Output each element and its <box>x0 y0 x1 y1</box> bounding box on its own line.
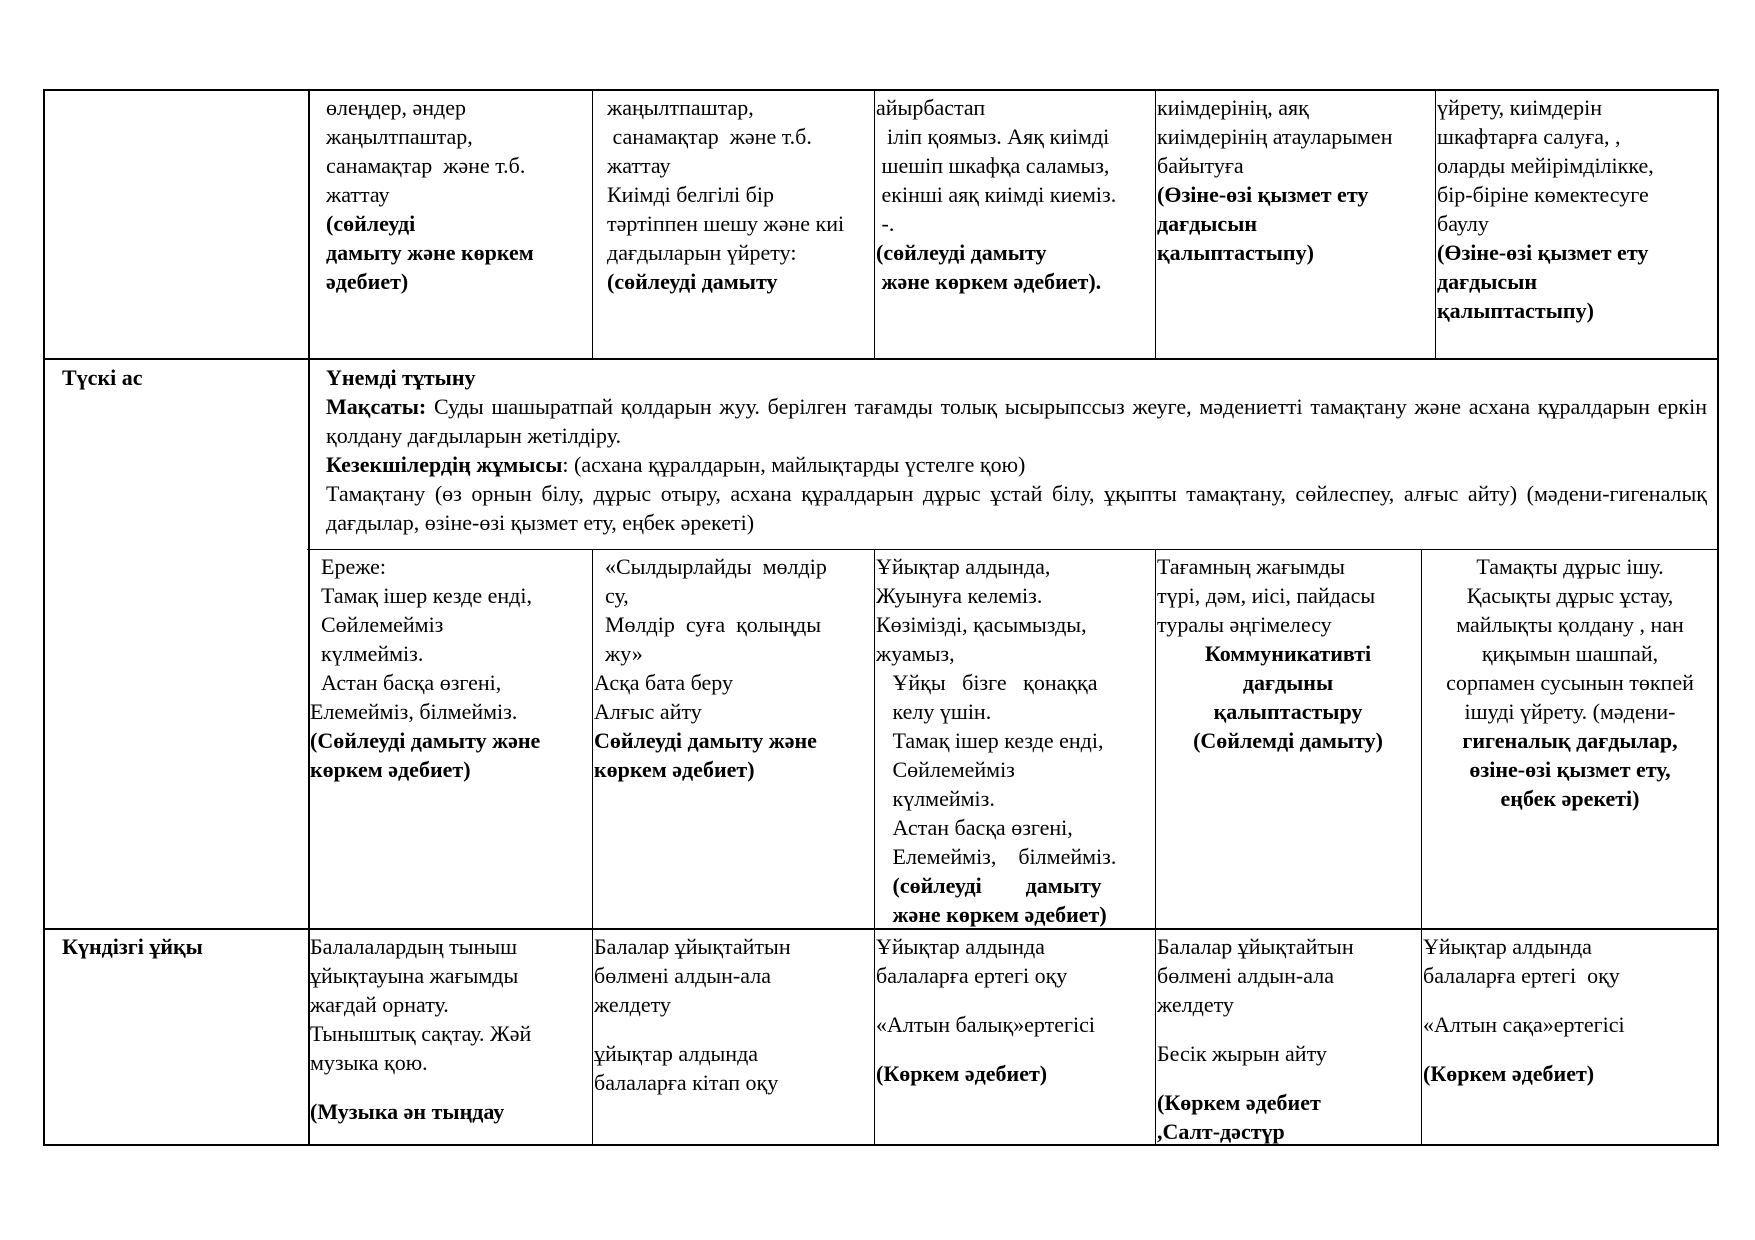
cell-line: жу» <box>594 641 643 666</box>
cell-line: бір-біріне көмектесуге <box>1437 182 1649 207</box>
sleep-label-cell <box>62 932 302 961</box>
lunch-col1-cell <box>310 552 590 784</box>
cell-line: дағдысын <box>1157 211 1258 236</box>
paragraph-gap <box>594 1019 872 1039</box>
cell-line: өлеңдер, әндер <box>326 95 466 120</box>
lunch-span-cell <box>326 363 1707 537</box>
paragraph-gap <box>310 1077 590 1097</box>
cell-line: Астан басқа өзгені, <box>876 815 1073 840</box>
cell-line: Мөлдір суға қолыңды <box>594 612 822 637</box>
cell-line: Астан басқа өзгені, <box>310 670 502 695</box>
cell-line: Киімді белгілі бір <box>607 182 774 207</box>
cell-line: еңбек әрекеті) <box>1500 786 1640 811</box>
cell-line: түрі, дәм, иісі, пайдасы <box>1157 583 1376 608</box>
row1-col2-cell <box>607 93 873 296</box>
cell-line: жағдай орнату. <box>310 992 449 1017</box>
cell-line: келу үшін. <box>876 699 992 724</box>
cell-line: екінші аяқ киімді киеміз. <box>876 182 1117 207</box>
cell-line: Елемейміз, білмейміз. <box>310 699 518 724</box>
cell-line: су, <box>594 583 629 608</box>
cell-line: Ереже: <box>310 554 386 579</box>
cell-line: (сөйлеуді <box>326 211 416 236</box>
column-divider <box>1435 89 1436 359</box>
cell-line: Ұйықтар алдында <box>1423 934 1592 959</box>
row-divider <box>43 358 1719 360</box>
cell-line: Ұйқы бізге қонаққа <box>876 670 1098 695</box>
cell-line: Сөйлеуді дамыту және <box>594 728 817 753</box>
cell-line: Балалар ұйықтайтын <box>594 934 791 959</box>
cell-line: балаларға ертегі оқу <box>876 963 1068 988</box>
goal-label: Мақсаты: <box>326 394 427 419</box>
paragraph-gap <box>1157 1019 1419 1039</box>
cell-line: Тыныштық сақтау. Жәй <box>310 1021 532 1046</box>
cell-line: дамыту және көркем <box>326 240 534 265</box>
column-divider <box>592 549 593 1146</box>
cell-line: Сөйлемейміз <box>310 612 444 637</box>
column-divider <box>592 89 593 359</box>
cell-line: желдету <box>594 992 671 1017</box>
sleep-col3-cell <box>876 932 1154 1088</box>
cell-line: тәртіппен шешу және киі <box>607 211 845 236</box>
cell-line: шкафтарға салуға, , <box>1437 124 1621 149</box>
cell-line: және көркем әдебиет). <box>876 269 1102 294</box>
cell-line: Көзімізді, қасымызды, <box>876 612 1087 637</box>
cell-line: балаларға кітап оқу <box>594 1070 779 1095</box>
cell-line: қалыптастыру <box>1213 699 1363 724</box>
column-divider <box>1421 549 1422 1146</box>
cell-line: айырбастап <box>876 95 986 120</box>
cell-line: Алғыс айту <box>594 699 702 724</box>
cell-line: оларды мейірімділікке, <box>1437 153 1654 178</box>
cell-line: жаттау <box>607 153 671 178</box>
column-divider <box>874 89 875 359</box>
column-divider <box>1155 549 1156 1146</box>
paragraph-gap <box>876 990 1154 1010</box>
cell-line: Елемейміз, білмейміз. <box>876 844 1117 869</box>
cell-line: (Көркем әдебиет <box>1157 1090 1321 1115</box>
cell-line: және көркем әдебиет) <box>876 902 1107 927</box>
cell-line: (Сөйлемді дамыту) <box>1193 728 1383 753</box>
cell-line: Балалалардың тыныш <box>310 934 518 959</box>
cell-line: «Сылдырлайды мөлдір <box>594 554 827 579</box>
cell-line: Сөйлемейміз <box>876 757 1015 782</box>
sleep-col2-cell <box>594 932 872 1097</box>
goal-text: Суды шашыратпай қолдарын жуу. берілген тағамды толық ысырыпссыз жеуге, мәдениетті тамақтану және асхана құралдарын еркін қолдану дағдыларын жетілдіру. <box>326 394 1707 448</box>
cell-line: Ұйықтар алдында, <box>876 554 1051 579</box>
cell-line: Коммуникативті <box>1204 641 1372 666</box>
cell-line: Жуынуға келеміз. <box>876 583 1043 608</box>
cell-line: (Өзіне-өзі қызмет ету <box>1157 182 1369 207</box>
cell-line: жуамыз, <box>876 641 955 666</box>
lunch-col4-cell <box>1157 552 1419 755</box>
row-label: Күндізгі ұйқы <box>62 934 203 959</box>
cell-line: (Сөйлеуді дамыту және <box>310 728 541 753</box>
cell-line: (Өзіне-өзі қызмет ету <box>1437 240 1649 265</box>
cell-line: туралы әңгімелесу <box>1157 612 1332 637</box>
paragraph-gap <box>876 1039 1154 1059</box>
cell-line: көркем әдебиет) <box>310 757 471 782</box>
cell-line: Тамақ ішер кезде енді, <box>876 728 1104 753</box>
cell-line: жаттау <box>326 182 396 207</box>
cell-line: ішуді үйрету. (мәдени- <box>1464 699 1676 724</box>
cell-line: киімдерінің атауларымен <box>1157 124 1393 149</box>
lunch-eating: Тамақтану (өз орнын білу, дұрыс отыру, асхана құралдарын дұрыс ұстай білу, ұқыпты тамақтану, сөйлеспеу, алғыс айту) (мәдени-гигеналық дағдылар, өзіне-өзі қызмет ету, еңбек әрекеті) <box>326 481 1707 535</box>
cell-line: (сөйлеуді дамыту <box>876 873 1102 898</box>
lunch-col3-cell <box>876 552 1154 929</box>
cell-line: іліп қоямыз. Аяқ киімді <box>876 124 1110 149</box>
cell-line: майлықты қолдану , нан <box>1456 612 1684 637</box>
duty-label: Кезекшілердің жұмысы <box>326 452 563 477</box>
cell-line: байытуға <box>1157 153 1244 178</box>
row-divider <box>307 549 1719 550</box>
cell-line: бөлмені алдын-ала <box>594 963 771 988</box>
column-divider <box>874 549 875 1146</box>
cell-line: қалыптастыпу) <box>1437 298 1594 323</box>
cell-line: ұйықтар алдында <box>594 1041 759 1066</box>
paragraph-gap <box>1157 1068 1419 1088</box>
cell-line: қиқымын шашпай, <box>1481 641 1659 666</box>
cell-line: балаларға ертегі оқу <box>1423 963 1620 988</box>
cell-line: жаңылтпаштар, <box>607 95 754 120</box>
lunch-label-cell <box>62 363 302 392</box>
cell-line: дағдысын <box>1437 269 1538 294</box>
sleep-col4-cell <box>1157 932 1419 1146</box>
lunch-col5-cell <box>1423 552 1717 813</box>
lunch-span-title: Үнемді тұтыну <box>326 365 476 390</box>
duty-text: : (асхана құралдарын, майлықтарды үстелге қою) <box>562 452 1026 477</box>
cell-line: баулу <box>1437 211 1489 236</box>
cell-line: Балалар ұйықтайтын <box>1157 934 1354 959</box>
cell-line: күлмейміз. <box>310 641 424 666</box>
row1-col1-cell <box>326 93 590 296</box>
cell-line: қалыптастыпу) <box>1157 240 1314 265</box>
cell-line: Ұйықтар алдында <box>876 934 1045 959</box>
row1-col5-cell <box>1437 93 1717 325</box>
cell-line: Қасықты дұрыс ұстау, <box>1466 583 1674 608</box>
cell-line: «Алтын сақа»ертегісі <box>1423 1012 1625 1037</box>
cell-line: шешіп шкафқа саламыз, <box>876 153 1110 178</box>
cell-line: жаңылтпаштар, <box>326 124 473 149</box>
cell-line: Тағамның жағымды <box>1157 554 1345 579</box>
cell-line: (Музыка ән тыңдау <box>310 1099 505 1124</box>
cell-line: «Алтын балық»ертегісі <box>876 1012 1096 1037</box>
cell-line: (Көркем әдебиет) <box>876 1061 1048 1086</box>
cell-line: әдебиет) <box>326 269 409 294</box>
paragraph-gap <box>1423 1039 1717 1059</box>
lunch-duty <box>326 450 1707 479</box>
column-divider <box>1155 89 1156 359</box>
cell-line: (Көркем әдебиет) <box>1423 1061 1595 1086</box>
cell-line: ұйықтауына жағымды <box>310 963 519 988</box>
cell-line: санамақтар және т.б. <box>326 153 526 178</box>
row-label: Түскі ас <box>62 365 143 390</box>
cell-line: сорпамен сусынын төкпей <box>1446 670 1694 695</box>
sleep-col1-cell <box>310 932 590 1126</box>
sleep-col5-cell <box>1423 932 1717 1088</box>
cell-line: Тамақ ішер кезде енді, <box>310 583 532 608</box>
cell-line: күлмейміз. <box>876 786 995 811</box>
cell-line: дағдыны <box>1242 670 1334 695</box>
cell-line: Бесік жырын айту <box>1157 1041 1327 1066</box>
cell-line: көркем әдебиет) <box>594 757 755 782</box>
cell-line: үйрету, киімдерін <box>1437 95 1602 120</box>
cell-line: желдету <box>1157 992 1234 1017</box>
cell-line: Тамақты дұрыс ішу. <box>1476 554 1664 579</box>
cell-line: Асқа бата беру <box>594 670 733 695</box>
cell-line: гигеналық дағдылар, <box>1462 728 1678 753</box>
row1-col4-cell <box>1157 93 1433 267</box>
cell-line: өзіне-өзі қызмет ету, <box>1469 757 1671 782</box>
cell-line: ,Салт-дәстүр <box>1157 1119 1285 1144</box>
cell-line: музыка қою. <box>310 1050 428 1075</box>
lunch-goal <box>326 392 1707 450</box>
cell-line: (сөйлеуді дамыту <box>876 240 1047 265</box>
cell-line: -. <box>876 211 900 236</box>
cell-line: киімдерінің, аяқ <box>1157 95 1309 120</box>
lunch-col2-cell <box>594 552 872 784</box>
cell-line: бөлмені алдын-ала <box>1157 963 1334 988</box>
cell-line: санамақтар және т.б. <box>607 124 812 149</box>
paragraph-gap <box>1423 990 1717 1010</box>
cell-line: дағдыларын үйрету: <box>607 240 797 265</box>
cell-line: (сөйлеуді дамыту <box>607 269 778 294</box>
row1-col3-cell <box>876 93 1154 296</box>
